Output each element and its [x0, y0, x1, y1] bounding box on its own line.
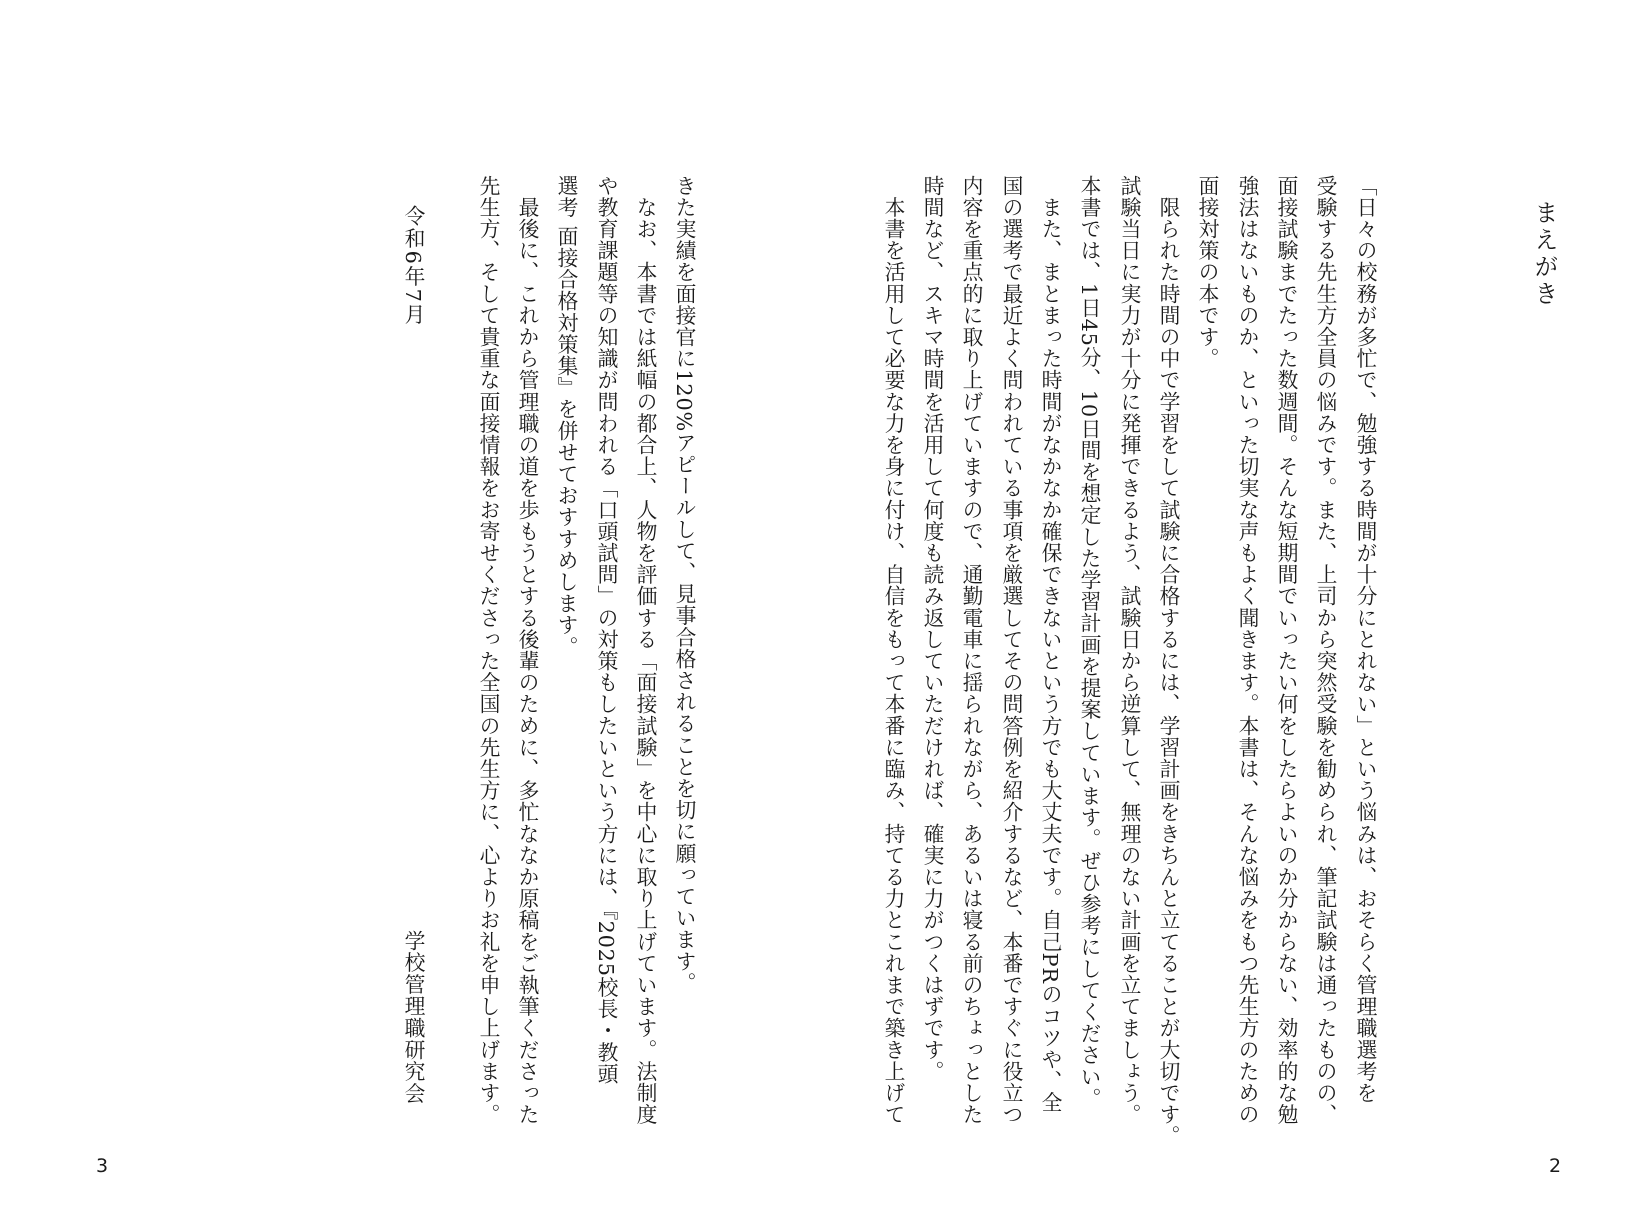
text-line: 先生方、そして貴重な面接情報をお寄せくださった全国の先生方に、心よりお礼を申し上げます。	[476, 175, 500, 1126]
text-line: 限られた時間の中で学習をして試験に合格するには、学習計画をきちんと立てることが大切です。	[1156, 175, 1180, 1147]
date: 令和6年7月	[401, 205, 425, 327]
text-line: 本書では、1日45分、10日間を想定した学習計画を提案しています。ぜひ参考にしてください。	[1077, 175, 1101, 1110]
text-line: 本書を活用して必要な力を身に付け、自信をもって本番に臨み、持てる力とこれまで築き上げて	[881, 175, 905, 1126]
text-line: 「日々の校務が多忙で、勉強する時間が十分にとれない」という悩みは、おそらく管理職選考を	[1353, 175, 1377, 1104]
text-line: や教育課題等の知識が問われる「口頭試問」の対策もしたいという方には、『2025校長・教頭	[594, 175, 618, 1085]
text-line: 時間など、スキマ時間を活用して何度も読み返していただければ、確実に力がつくはずです。	[920, 175, 944, 1083]
text-line: 国の選考で最近よく問われている事項を厳選してその問答例を紹介するなど、本番ですぐに役立つ	[999, 175, 1023, 1126]
page-title: まえがき	[1530, 200, 1558, 308]
text-line: なお、本書では紙幅の都合上、人物を評価する「面接試験」を中心に取り上げています。法制度	[633, 175, 657, 1126]
page-number: 2	[1549, 1155, 1562, 1177]
text-line: また、まとまった時間がなかなか確保できないという方でも大丈夫です。自己PRのコツや、全	[1038, 175, 1062, 1114]
text-line: 面接対策の本です。	[1195, 175, 1219, 370]
author: 学校管理職研究会	[401, 930, 425, 1105]
text-line: 選考 面接合格対策集』を併せておすすめします。	[554, 175, 578, 658]
text-line: 最後に、これから管理職の道を歩もうとする後輩のために、多忙ななか原稿をご執筆くださった	[515, 175, 539, 1126]
text-line: きた実績を面接官に120%アピールして、見事合格されることを切に願っています。	[672, 175, 696, 994]
text-line: 面接試験までたった数週間。そんな短期間でいったい何をしたらよいのか分からない、効率的な勉	[1274, 175, 1298, 1126]
text-line: 試験当日に実力が十分に発揮できるよう、試験日から逆算して、無理のない計画を立てましょう。	[1117, 175, 1141, 1126]
text-line: 受験する先生方全員の悩みです。また、上司から突然受験を勧められ、筆記試験は通ったものの、	[1313, 175, 1337, 1126]
page-number: 3	[96, 1155, 109, 1177]
text-line: 内容を重点的に取り上げていますので、通勤電車に揺られながら、あるいは寝る前のちょっとした	[959, 175, 983, 1126]
text-line: 強法はないものか、といった切実な声もよく聞きます。本書は、そんな悩みをもつ先生方のための	[1235, 175, 1259, 1126]
